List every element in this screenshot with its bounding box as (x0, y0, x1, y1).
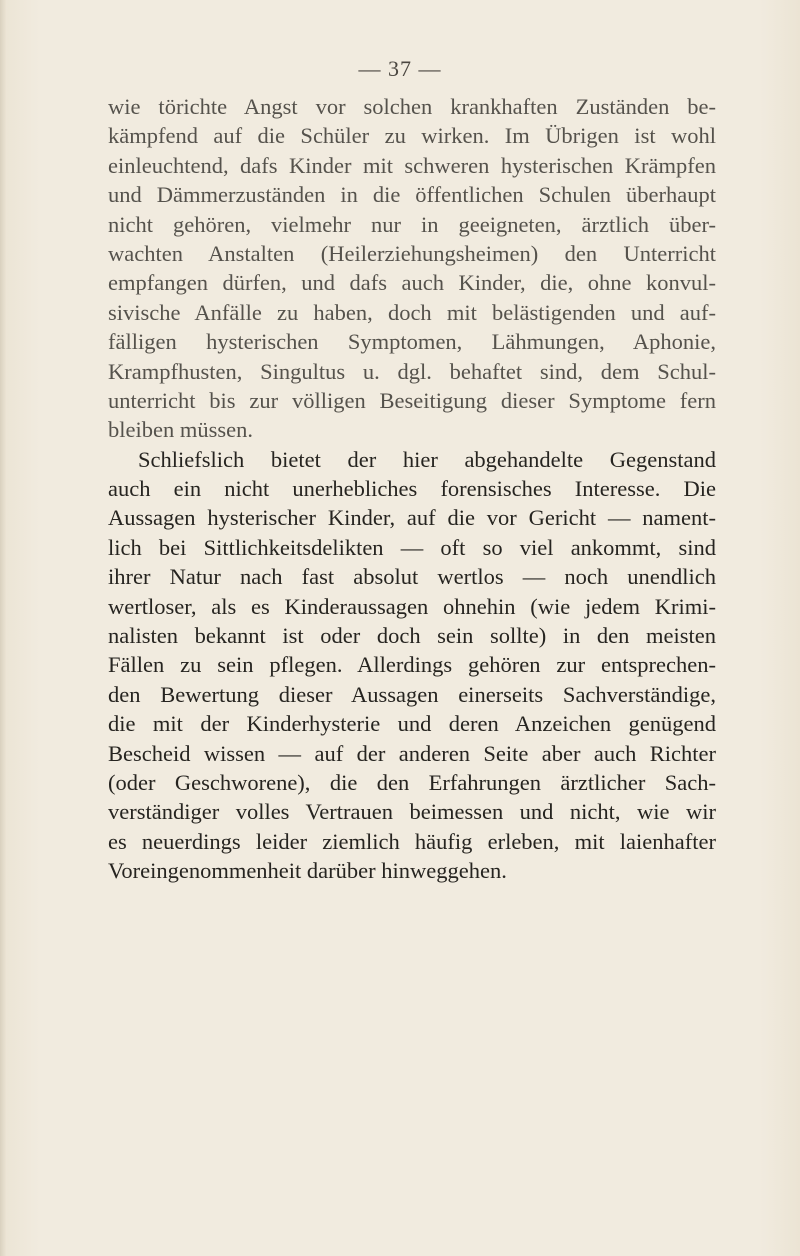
text-line: Aussagen hysterischer Kinder, auf die vor Gericht — nament- (108, 505, 716, 531)
text-line: Fällen zu sein pflegen. Allerdings gehören zur entsprechen- (108, 652, 716, 678)
page-number: — 37 — (358, 56, 442, 81)
text-line: unterricht bis zur völligen Beseitigung dieser Symptome fern (108, 387, 716, 413)
text-line: Schliefslich bietet der hier abgehandelte Gegenstand (138, 446, 716, 472)
text-line: nicht gehören, vielmehr nur in geeigneten, ärztlich über- (108, 211, 716, 237)
page-gutter-edge (0, 0, 6, 1256)
text-line: sivische Anfälle zu haben, doch mit belästigenden und auf- (108, 299, 716, 325)
text-line: bleiben müssen. (108, 417, 253, 443)
text-line: einleuchtend, dafs Kinder mit schweren hysterischen Krämpfen (108, 152, 716, 178)
text-line: fälligen hysterischen Symptomen, Lähmungen, Aphonie, (108, 329, 716, 355)
text-line: auch ein nicht unerhebliches forensisches Interesse. Die (108, 476, 716, 502)
text-line: Krampfhusten, Singultus u. dgl. behaftet sind, dem Schul- (108, 358, 716, 384)
text-line: Bescheid wissen — auf der anderen Seite aber auch Richter (108, 740, 716, 766)
text-line: empfangen dürfen, und dafs auch Kinder, die, ohne konvul- (108, 270, 716, 296)
text-line: den Bewertung dieser Aussagen einerseits Sachverständige, (108, 681, 716, 707)
text-line: wachten Anstalten (Heilerziehungsheimen) den Unterricht (108, 240, 716, 266)
text-line: es neuerdings leider ziemlich häufig erleben, mit laienhafter (108, 828, 716, 854)
text-line: (oder Geschworene), die den Erfahrungen ärztlicher Sach- (108, 769, 716, 795)
text-line: lich bei Sittlichkeitsdelikten — oft so viel ankommt, sind (108, 534, 716, 560)
paragraph-2 (108, 445, 716, 886)
body-text (108, 92, 716, 886)
text-line: und Dämmerzuständen in die öffentlichen Schulen überhaupt (108, 182, 716, 208)
text-line: die mit der Kinderhysterie und deren Anzeichen genügend (108, 711, 716, 737)
text-line: Voreingenommenheit darüber hinweggehen. (108, 858, 507, 884)
text-line: wertloser, als es Kinderaussagen ohnehin (wie jedem Krimi- (108, 593, 716, 619)
text-line: kämpfend auf die Schüler zu wirken. Im Übrigen ist wohl (108, 123, 716, 149)
text-line: nalisten bekannt ist oder doch sein sollte) in den meisten (108, 623, 716, 649)
paragraph-1 (108, 92, 716, 445)
text-line: wie törichte Angst vor solchen krankhaften Zuständen be- (108, 94, 716, 119)
text-line: ihrer Natur nach fast absolut wertlos — noch unendlich (108, 564, 716, 590)
text-line: verständiger volles Vertrauen beimessen und nicht, wie wir (108, 799, 716, 825)
